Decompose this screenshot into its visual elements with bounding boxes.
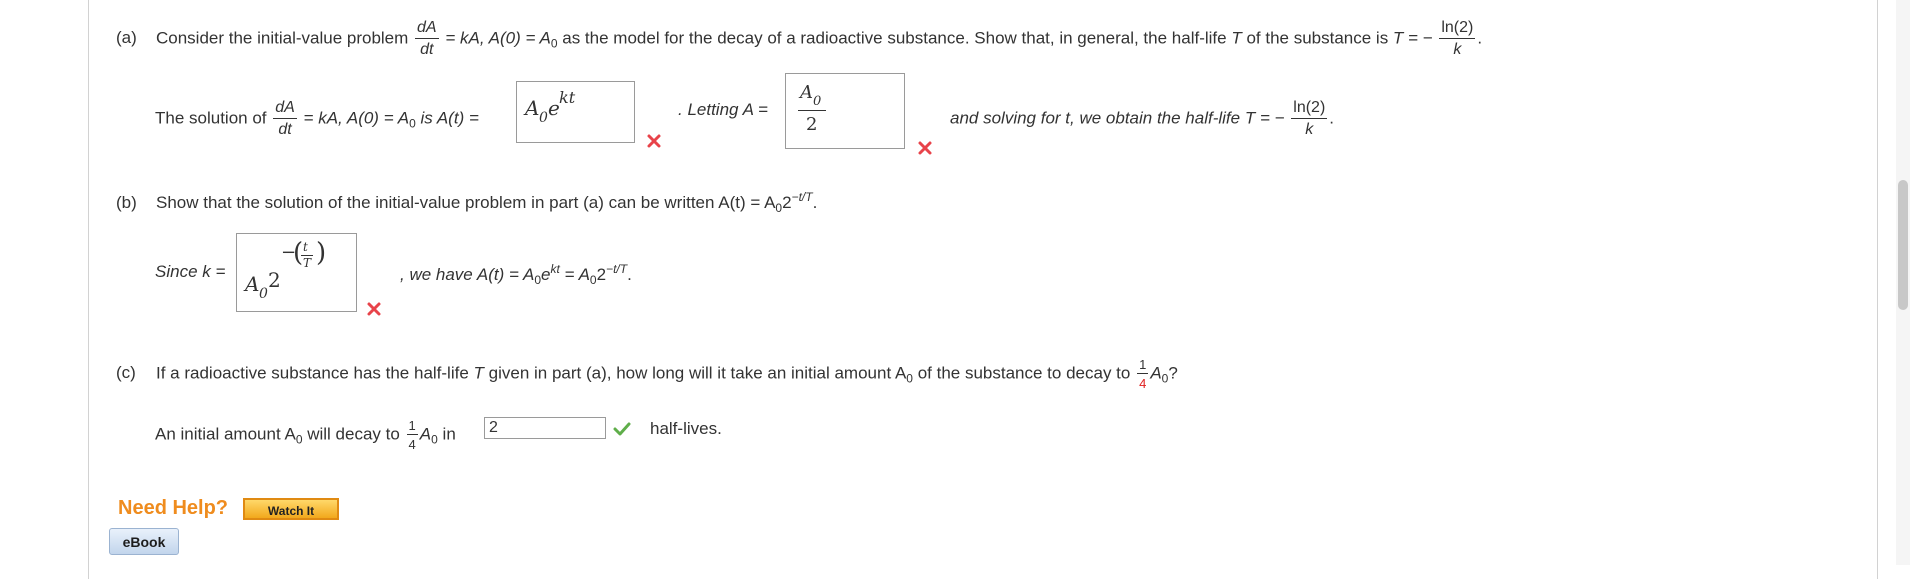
answer-subscript: 0 bbox=[813, 94, 822, 109]
frac-den: dt bbox=[278, 121, 292, 138]
subscript: 0 bbox=[534, 273, 542, 287]
answer-subscript: 0 bbox=[259, 286, 268, 302]
frac-num: ln(2) bbox=[1439, 20, 1475, 39]
frac-den: 4 bbox=[408, 437, 416, 452]
part-b-question: (b) Show that the solution of the initial-value problem in part (a) can be written $A(t) = A_02^{-t/T}$. bbox=[116, 190, 818, 215]
part-a-solution-line bbox=[155, 100, 479, 138]
A-symbol: A bbox=[1150, 363, 1162, 383]
part-c-label: (c) bbox=[116, 363, 136, 383]
base-two: 2 bbox=[596, 265, 607, 284]
frac-den: dt bbox=[420, 41, 434, 58]
part-c-text2: given in part (a), how long will it take an initial amount A bbox=[483, 363, 907, 383]
scrollbar-thumb[interactable] bbox=[1898, 180, 1908, 310]
correct-check-icon bbox=[613, 422, 631, 436]
frac-num: 1 bbox=[1139, 357, 1147, 372]
part-c-text1: If a radioactive substance has the half-life bbox=[156, 363, 474, 383]
frac-den: k bbox=[1453, 41, 1462, 58]
answer-in: in bbox=[437, 424, 456, 444]
incorrect-x-icon bbox=[646, 133, 662, 149]
frac-num: dA bbox=[415, 20, 439, 39]
half-lives-input[interactable] bbox=[484, 417, 606, 439]
frac-num: dA bbox=[273, 100, 297, 119]
answer-t: t bbox=[303, 240, 308, 254]
subscript: 0 bbox=[409, 116, 416, 131]
answer-two: 2 bbox=[268, 268, 281, 292]
incorrect-x-icon bbox=[917, 140, 933, 156]
half-life-fraction bbox=[1439, 20, 1475, 58]
T-symbol: T bbox=[1231, 28, 1242, 48]
part-a-prefix: Consider the initial-value problem bbox=[156, 28, 409, 48]
exponent: −t/T bbox=[791, 190, 813, 204]
answer-prefix: An initial amount A bbox=[155, 424, 296, 444]
we-have-text: , we have $A(t) = A_0e^{kt} = A_02^{-t/T}$. bbox=[400, 262, 632, 287]
frac-num: 1 bbox=[408, 418, 416, 433]
subscript: 0 bbox=[295, 432, 303, 447]
letting-label: . Letting A = bbox=[678, 100, 768, 119]
half-lives-text: half-lives. bbox=[650, 419, 722, 438]
part-a-of: of the substance is bbox=[1241, 28, 1393, 48]
part-c-text3: of the substance to decay to bbox=[912, 363, 1136, 383]
since-label bbox=[155, 262, 225, 282]
answer-middle: will decay to bbox=[302, 424, 405, 444]
answer-T: T bbox=[303, 256, 312, 270]
part-a-model: = kA, A(0) = A bbox=[440, 28, 551, 48]
answer-box-b[interactable]: A 0 2 − ( t T ) bbox=[236, 233, 357, 312]
half-life-fraction bbox=[1291, 100, 1327, 138]
frac-den: k bbox=[1305, 121, 1314, 138]
part-a-middle: as the model for the decay of a radioactive substance. Show that, in general, the half-life bbox=[557, 28, 1232, 48]
we-have-prefix: , we have A(t) = A bbox=[400, 265, 535, 284]
frac-num: ln(2) bbox=[1291, 100, 1327, 119]
equals-A: = A bbox=[559, 265, 590, 284]
solution-is: is A(t) = bbox=[415, 108, 479, 128]
letting-text bbox=[678, 100, 768, 120]
subscript: 0 bbox=[431, 432, 438, 447]
answer-exponent: kt bbox=[559, 88, 576, 107]
ebook-button[interactable]: eBook bbox=[109, 528, 179, 555]
answer-base: A bbox=[245, 272, 260, 296]
solution-model: = kA, A(0) = A bbox=[298, 108, 410, 128]
subscript: 0 bbox=[589, 273, 597, 287]
answer-subscript: 0 bbox=[539, 110, 548, 126]
incorrect-x-icon bbox=[366, 301, 382, 317]
answer-minus: − bbox=[281, 242, 297, 263]
subscript: 0 bbox=[550, 36, 558, 51]
exponent: −t/T bbox=[606, 262, 628, 276]
part-a-label: (a) bbox=[116, 28, 137, 48]
need-help-label: Need Help? bbox=[118, 497, 229, 519]
answer-text: A bbox=[525, 96, 540, 120]
answer-box-a2[interactable] bbox=[785, 73, 905, 149]
scrollbar[interactable] bbox=[1896, 0, 1910, 565]
part-b-text: Show that the solution of the initial-value problem in part (a) can be written A(t) = A bbox=[156, 193, 776, 212]
part-a-question: (a) Consider the initial-value problem $\frac{dA}{dt}$ = kA, $A(0) = A_0$ as the model for the decay of a radioactive substance. Show that, in general, the half-life T of the substance is T = − $\frac{\ln(2)}{k}$ . bbox=[116, 19, 1483, 58]
question-mark: ? bbox=[1168, 363, 1178, 383]
subscript: 0 bbox=[906, 371, 913, 386]
since-text: Since k = bbox=[155, 262, 226, 281]
subscript: 0 bbox=[1161, 371, 1169, 386]
solving-text: and solving for t, we obtain the half-life T = − $\frac{\ln(2)}{k}$ . bbox=[950, 99, 1335, 138]
quarter-fraction bbox=[1137, 358, 1148, 390]
frac-den: 4 bbox=[1139, 376, 1147, 391]
dA-dt-fraction bbox=[415, 20, 439, 58]
watch-it-button[interactable]: Watch It bbox=[243, 498, 339, 520]
exponent: kt bbox=[550, 262, 560, 276]
base-two: 2 bbox=[782, 193, 792, 212]
T-equals: T = − bbox=[1392, 28, 1433, 48]
part-c-question bbox=[116, 358, 1178, 390]
subscript: 0 bbox=[775, 201, 783, 215]
solution-prefix: The solution of bbox=[155, 108, 267, 128]
part-b-label: (b) bbox=[116, 193, 137, 212]
part-c-answer-line bbox=[155, 419, 456, 451]
answer-box-a1[interactable]: A 0 e kt bbox=[516, 81, 635, 143]
answer-numerator: A bbox=[800, 82, 813, 103]
quarter-fraction bbox=[407, 419, 418, 451]
half-lives-label bbox=[650, 419, 722, 439]
dA-dt-fraction bbox=[273, 100, 297, 138]
answer-denominator: 2 bbox=[806, 114, 818, 135]
solving-label: and solving for t, we obtain the half-life T = − bbox=[950, 108, 1285, 128]
T-symbol: T bbox=[473, 363, 484, 383]
A-symbol: A bbox=[419, 424, 432, 444]
